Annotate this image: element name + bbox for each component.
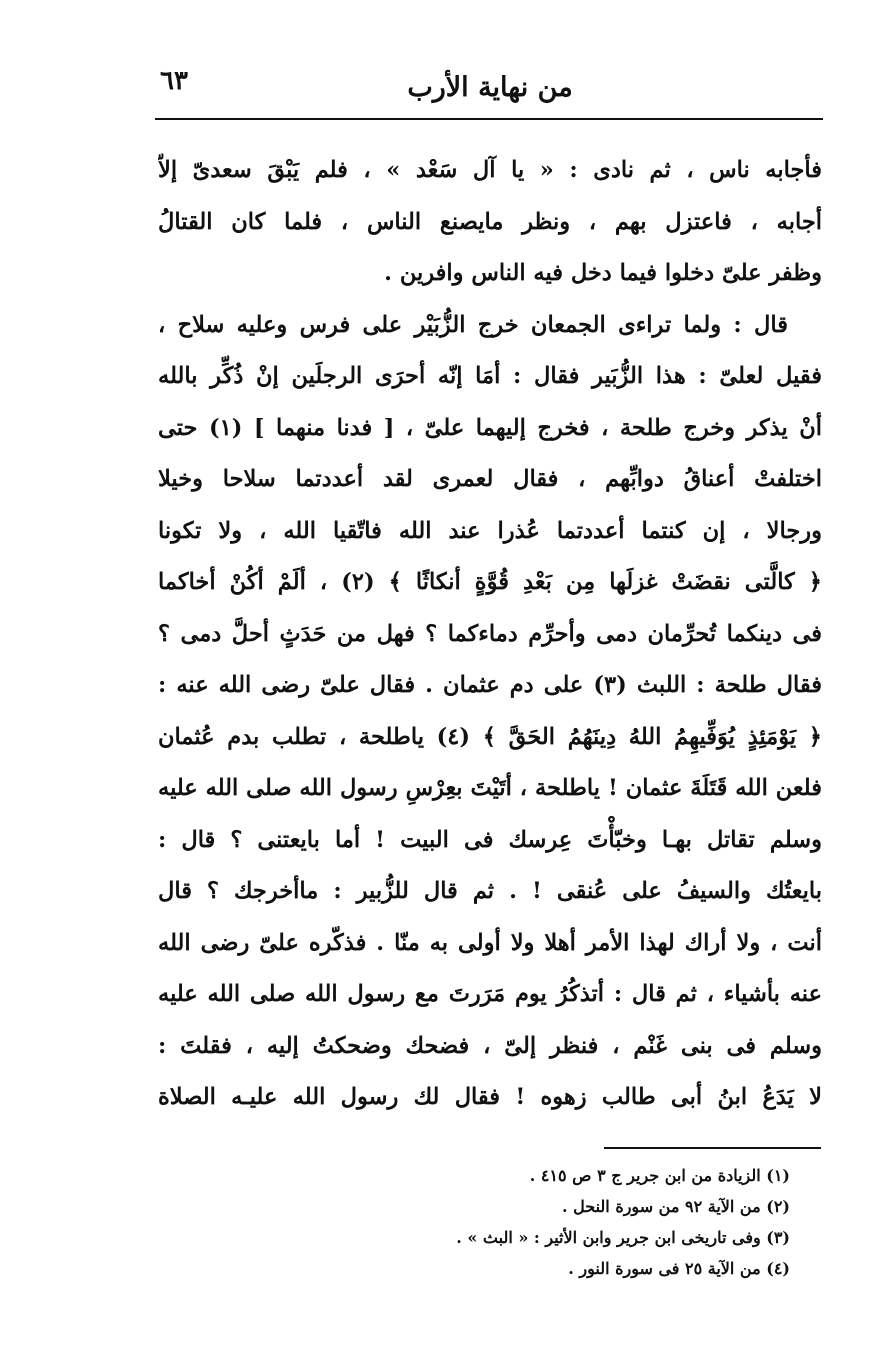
footnote-4: (٤) من الآية ٢٥ فى سورة النور . [568, 1259, 790, 1278]
body-line: فى دينكما تُحرِّمان دمى وأحرِّم دماءكما ؟ فهل من حَدَثٍ أحلَّ دمى ؟ [158, 620, 822, 647]
page-number: ٦٣ [160, 66, 188, 96]
body-text [158, 145, 822, 1124]
body-line: فقال طلحة : اللبث (٣) على دم عثمان . فقال علىّ رضى الله عنه : [158, 672, 822, 698]
body-line: قال : ولما تراءى الجمعان خرج الزُّبَيْر على فرس وعليه سلاح ، [158, 311, 788, 338]
header-rule [155, 118, 823, 120]
body-line: ﴿ يَوْمَئِذٍ يُوَفِّيهِمُ اللهُ دِينَهُمُ الحَقَّ ﴾ (٤) ياطلحة ، تطلب بدم عُثمان [158, 723, 822, 750]
footnote-3: (٣) وفى تاريخى ابن جرير وابن الأثير : « البث » . [456, 1228, 790, 1247]
body-line: وسلم فى بنى غَنْم ، فنظر إلىّ ، فضحك وضحكتُ إليه ، فقلتَ : [158, 1032, 822, 1059]
body-line: أنت ، ولا أراك لهذا الأمر أهلا ولا أولى به منّا . فذكّره علىّ رضى الله [158, 929, 822, 956]
footnote-2: (٢) من الآية ٩٢ من سورة النحل . [562, 1197, 790, 1216]
body-line: فأجابه ناس ، ثم نادى : « يا آل سَعْد » ، فلم يَبْقَ سعدىّ إلاّ [158, 157, 822, 183]
body-line: وسلم تقاتل بهـا وخبّأْتَ عِرسك فى البيت ! أما بايعتنى ؟ قال : [158, 826, 822, 853]
body-line: وظفر علىّ دخلوا فيما دخل فيه الناس وافرين . [384, 260, 822, 286]
body-line: ﴿ كالَّتى نقضَتْ غزلَها مِن بَعْدِ قُوَّةٍ أنكاثًا ﴾ (٢) ، ألَمْ أكُنْ أخاكما [158, 569, 822, 595]
body-line: أجابه ، فاعتزل بهم ، ونظر مايصنع الناس ، فلما كان القتالُ [158, 208, 822, 235]
body-line: أنْ يذكر وخرج طلحة ، فخرج إليهما علىّ ، [ فدنا منهما ] (١) حتى [158, 414, 822, 441]
body-line: فلعن الله قَتَلَةَ عثمان ! ياطلحة ، أتَيْتَ بعِرْسِ رسول الله صلى الله عليه [158, 775, 822, 801]
running-title: من نهاية الأرب [407, 72, 573, 103]
body-line: بايعتُك والسيفُ على عُنقى ! . ثم قال للزُّبير : ماأخرجك ؟ قال [158, 878, 822, 904]
body-line: عنه بأشياء ، ثم قال : أتذكُرُ يوم مَرَرتَ مع رسول الله صلى الله عليه [158, 981, 822, 1007]
body-line: اختلفتْ أعناقُ دوابِّهم ، فقال لعمرى لقد أعددتما سلاحا وخيلا [158, 466, 822, 492]
body-line: لا يَدَعُ ابنُ أبى طالب زهوه ! فقال لك رسول الله عليـه الصلاة [158, 1084, 822, 1110]
footnote-1: (١) الزيادة من ابن جرير ج ٣ ص ٤١٥ . [529, 1166, 790, 1185]
body-line: ورجالا ، إن كنتما أعددتما عُذرا عند الله فاتّقيا الله ، ولا تكونا [158, 517, 822, 544]
footnote-rule [604, 1147, 821, 1149]
body-line: فقيل لعلىّ : هذا الزُّبَير فقال : أمَا إنّه أحرَى الرجلَين إنْ ذُكِّر بالله [158, 363, 822, 389]
footnotes [300, 1160, 790, 1284]
